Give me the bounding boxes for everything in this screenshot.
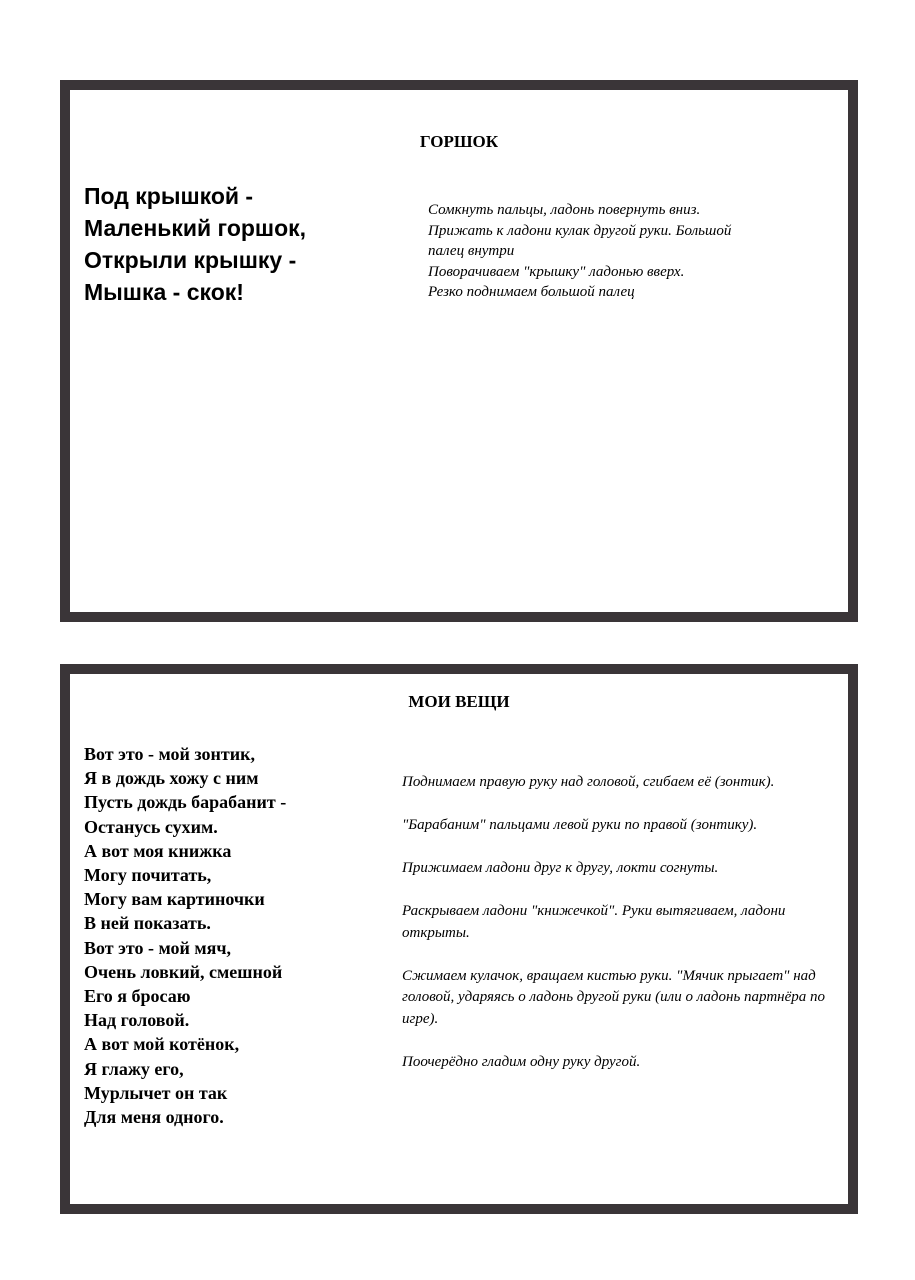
instruction-line: Резко поднимаем большой палец bbox=[428, 284, 635, 300]
instruction-block: Поочерёдно гладим одну руку другой. bbox=[402, 1053, 641, 1070]
poem-line: Мурлычет он так bbox=[84, 1082, 228, 1103]
instruction-line: Сомкнуть пальцы, ладонь повернуть вниз. bbox=[428, 202, 701, 218]
instruction-block: Поднимаем правую руку над головой, сгибаем её (зонтик). bbox=[402, 774, 775, 790]
instruction-block: Сжимаем кулачок, вращаем кистью руки. "Мячик прыгает" над головой, ударяясь о ладонь другой руки (или о ладонь партнёра по игре). bbox=[402, 967, 826, 1027]
poem-line: Я глажу его, bbox=[84, 1058, 184, 1079]
poem-line: А вот моя книжка bbox=[84, 840, 232, 861]
poem-line: В ней показать. bbox=[84, 913, 211, 934]
poem-line: Под крышкой - bbox=[84, 183, 254, 209]
poem-line: Открыли крышку - bbox=[84, 247, 297, 273]
poem-line: А вот мой котёнок, bbox=[84, 1034, 240, 1055]
card-moi-veshchi bbox=[60, 664, 858, 1214]
instructions-text bbox=[402, 772, 832, 1095]
poem-line: Очень ловкий, смешной bbox=[84, 961, 283, 982]
card-title: ГОРШОК bbox=[419, 132, 499, 151]
instruction-line: Поворачиваем "крышку" ладонью вверх. bbox=[428, 263, 685, 280]
instruction-block: "Барабаним" пальцами левой руки по правой (зонтику). bbox=[402, 817, 758, 833]
poem-line: Могу почитать, bbox=[84, 865, 212, 886]
poem-line: Вот это - мой мяч, bbox=[84, 937, 232, 958]
poem-line: Пусть дождь барабанит - bbox=[84, 792, 287, 813]
poem-line: Над головой. bbox=[84, 1010, 190, 1031]
poem-line: Его я бросаю bbox=[84, 986, 191, 1007]
poem-line: Вот это - мой зонтик, bbox=[84, 744, 255, 764]
poem-line: Останусь сухим. bbox=[84, 816, 218, 837]
instruction-line: палец внутри bbox=[428, 243, 515, 259]
poem-line: Мышка - скок! bbox=[84, 279, 244, 305]
poem-text bbox=[84, 742, 286, 1129]
instruction-line: Прижать к ладони кулак другой руки. Большой bbox=[428, 222, 732, 239]
instructions-text bbox=[428, 200, 828, 303]
card-title: МОИ ВЕЩИ bbox=[408, 692, 510, 711]
poem-line: Я в дождь хожу с ним bbox=[84, 768, 259, 789]
poem-line: Для меня одного. bbox=[84, 1107, 224, 1128]
card-gorshok bbox=[60, 80, 858, 622]
poem-line: Могу вам картиночки bbox=[84, 889, 265, 910]
instruction-block: Раскрываем ладони "книжечкой". Руки вытягиваем, ладони открыты. bbox=[402, 903, 786, 941]
instruction-block: Прижимаем ладони друг к другу, локти согнуты. bbox=[402, 860, 719, 876]
poem-text bbox=[84, 180, 306, 308]
poem-line: Маленький горшок, bbox=[84, 215, 307, 241]
